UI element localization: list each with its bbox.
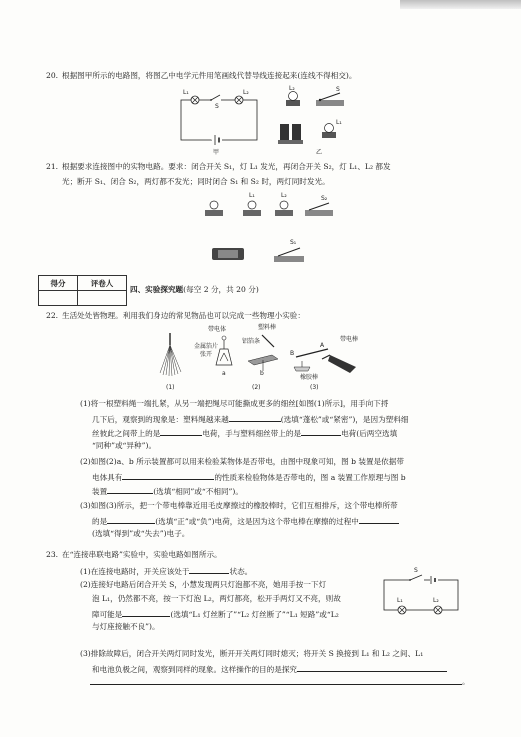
q23-S-label: S [414,567,418,574]
q20-jia-S-label: S [215,103,219,110]
q20-physical-components-yi [276,86,376,158]
q20-number: 20. [46,71,59,80]
q23-p2-line3-text-a: 障可能是 [92,610,123,619]
q20-yi-L1-label: L₁ [336,119,342,126]
q20-jia-L2-label: L₂ [243,89,249,96]
q22-blank-7[interactable] [359,513,399,524]
q21-line2: 光；断开 S₁、闭合 S₂，两灯都不发光；同时闭合 S₁ 和 S₂ 时，两灯同时发光。 [62,177,330,186]
q23-blank-2[interactable] [122,606,170,617]
q22-p1-line4: “同种”或“异种”)。 [92,441,157,450]
q22-number: 22. [46,311,59,320]
q22-p1-line2-text-b: (选填“蓬松”或“紧密”)，是因为塑料细 [280,415,409,424]
q22-p1-line3-text-b: 电荷，手与塑料细丝带上的是 [202,429,302,438]
q22-blank-6[interactable] [107,513,155,524]
q22-a-label: a [222,370,226,377]
q22-p3-line2-text-b: (选填“正”或“负”)电荷，这是因为这个带电棒在摩擦的过程中 [155,517,359,526]
q22-b-label: b [260,370,264,377]
q23-L1-label: L₁ [397,597,403,604]
q21-S1-label: S₁ [290,239,297,246]
q22-charged-body-label: 带电体 [208,326,227,333]
q22-charged-rod-label: 带电棒 [340,336,359,343]
q23-number: 23. [46,550,59,559]
q21-number: 21. [46,162,59,171]
q22-blank-5[interactable] [107,483,153,494]
q22-p1-line3-text-a: 丝彼此之间带上的是 [92,429,161,438]
q23-end-mark: 。 [462,677,470,686]
q22-p2-line3-text-a: 装置 [92,487,108,496]
q21-components-row2 [212,238,312,268]
q20-yi-label: 乙 [316,149,323,156]
q22-p1-line3-text-c: 电荷(后两空选填 [341,429,398,438]
q22-fig3-label: (3) [310,384,319,391]
q21-line1: 根据要求连接图中的实物电路。要求：闭合开关 S₁，灯 L₁ 发光，再闭合开关 S₂，灯 L₁、L₂ 都发 [62,162,391,171]
q21-L2-label: L₂ [281,192,287,199]
q22-blank-3[interactable] [301,425,341,436]
q22-open-label: 张开 [200,351,213,358]
q22-p2-line3-text-b: (选填“相同”或“不相同”)。 [153,487,243,496]
q22-blank-4[interactable] [122,469,214,480]
q22-p1-line1: (1)将一根塑料绳一端扎紧，从另一端把绳尽可能撕成更多的细丝[如图(1)所示]，用手向下捋 [80,399,389,408]
q23-intro: 在“连接串联电路”实验中，实验电路如图所示。 [62,550,222,559]
q22-p3-line3: (选填“得到”或“失去”)电子。 [92,529,190,538]
q22-foil-label: 金属箔片 [194,343,219,350]
q21-components-row1 [205,192,335,222]
q23-p1 [80,563,252,579]
q23-p3-line2-text: 和电池负极之间，观察到同样的现象。这样操作的目的是探究 [92,665,298,674]
q23-p2-line4: 与灯座接触不良”)。 [92,622,160,631]
q22-blank-2[interactable] [160,425,202,436]
q22-p3-line1: (3)如图(3)所示，把一个带电棒靠近用毛皮摩擦过的橡胶棒时，它们互相排斥，这个带电棒所带 [80,501,398,510]
score-input-cell[interactable] [39,291,78,306]
q23-answer-line[interactable] [90,684,462,685]
q20-circuit-diagram-jia [175,89,265,156]
q22-blank-1[interactable] [229,411,281,422]
q20-jia-label: 甲 [213,149,220,156]
q22-p2-line1: (2)如图(2)a、b 所示装置都可以用来检验某物体是否带电，由图中现象可知，图 b 装置是依据带 [80,457,404,466]
q23-p1-text-a: (1)在连接电路时，开关应该处于 [80,567,190,576]
top-edge-shadow [400,0,521,9]
section-heading [130,284,259,295]
q23-p3-line1: (3)排除故障后，闭合开关两灯同时发光，断开开关两灯同时熄灭；将开关 S 换接到 L₁ 和 L₂ 之间、L₁ [80,649,424,658]
q20-text: 根据图甲所示的电路图，将图乙中电学元件用笔画线代替导线连接起来(连线不得相交)。 [62,71,357,80]
q23-p2-line2: 泡 L₁，仍然都不亮，按一下灯泡 L₂，两灯都亮，松开手两灯又不亮，则故 [92,594,341,603]
q23-series-circuit-diagram [380,567,462,622]
q20-jia-L1-label: L₁ [183,89,189,96]
q22-rubber-rod-label: 橡胶棒 [300,374,319,381]
q23-p2-line1: (2)连接好电路后闭合开关 S，小慧发现两只灯泡都不亮，她用手按一下灯 [80,580,327,589]
grader-cell: 评卷人 [78,276,127,291]
q22-rod-a-label: A [320,342,325,349]
q22-p3-line2-text-a: 的是 [92,517,108,526]
q23-p1-text-b: 状态。 [229,567,253,576]
section-title: 四、实验探究题 [130,285,184,294]
q20-yi-L2-label: L₂ [289,85,295,92]
q22-plastic-rod-label: 塑料棒 [258,324,277,331]
q22-p2-line2-text-a: 电体具有 [92,473,123,482]
section-note: (每空 2 分，共 20 分) [183,285,259,294]
q22-p2-line3 [92,483,243,499]
q22-fig2-label: (2) [252,384,261,391]
q22-p2-line2-text-b: 的性质来检验物体是否带电的，图 a 装置工作原理与图 b [214,473,406,482]
q21-S2-label: S₂ [321,195,328,202]
q23-p2-line3-text-b: (选填“L₁ 灯丝断了”“L₂ 灯丝断了”“L₁ 短路”或“L₂ [170,610,339,619]
q22-experiment-figures [150,325,365,395]
q22-fig1-label: (1) [166,384,175,391]
q22-intro: 生活处处皆物理。利用我们身边的常见物品也可以完成一些物理小实验： [62,311,305,320]
grader-input-cell[interactable] [78,291,127,306]
score-table [38,275,127,306]
score-cell: 得分 [39,276,78,291]
q23-blank-3[interactable] [297,661,447,672]
q22-rod-b-label: B [290,350,295,357]
q22-aluminum-label: 铝箔条 [242,338,261,345]
q20-yi-S-label: S [336,86,340,93]
q21-L1-label: L₁ [249,192,255,199]
q23-p3-line2 [92,661,447,677]
q22-p1-line2-text-a: 几下后，观察到的现象是：塑料绳越来越 [92,415,229,424]
q23-L2-label: L₂ [433,597,439,604]
q23-blank-1[interactable] [189,563,229,574]
